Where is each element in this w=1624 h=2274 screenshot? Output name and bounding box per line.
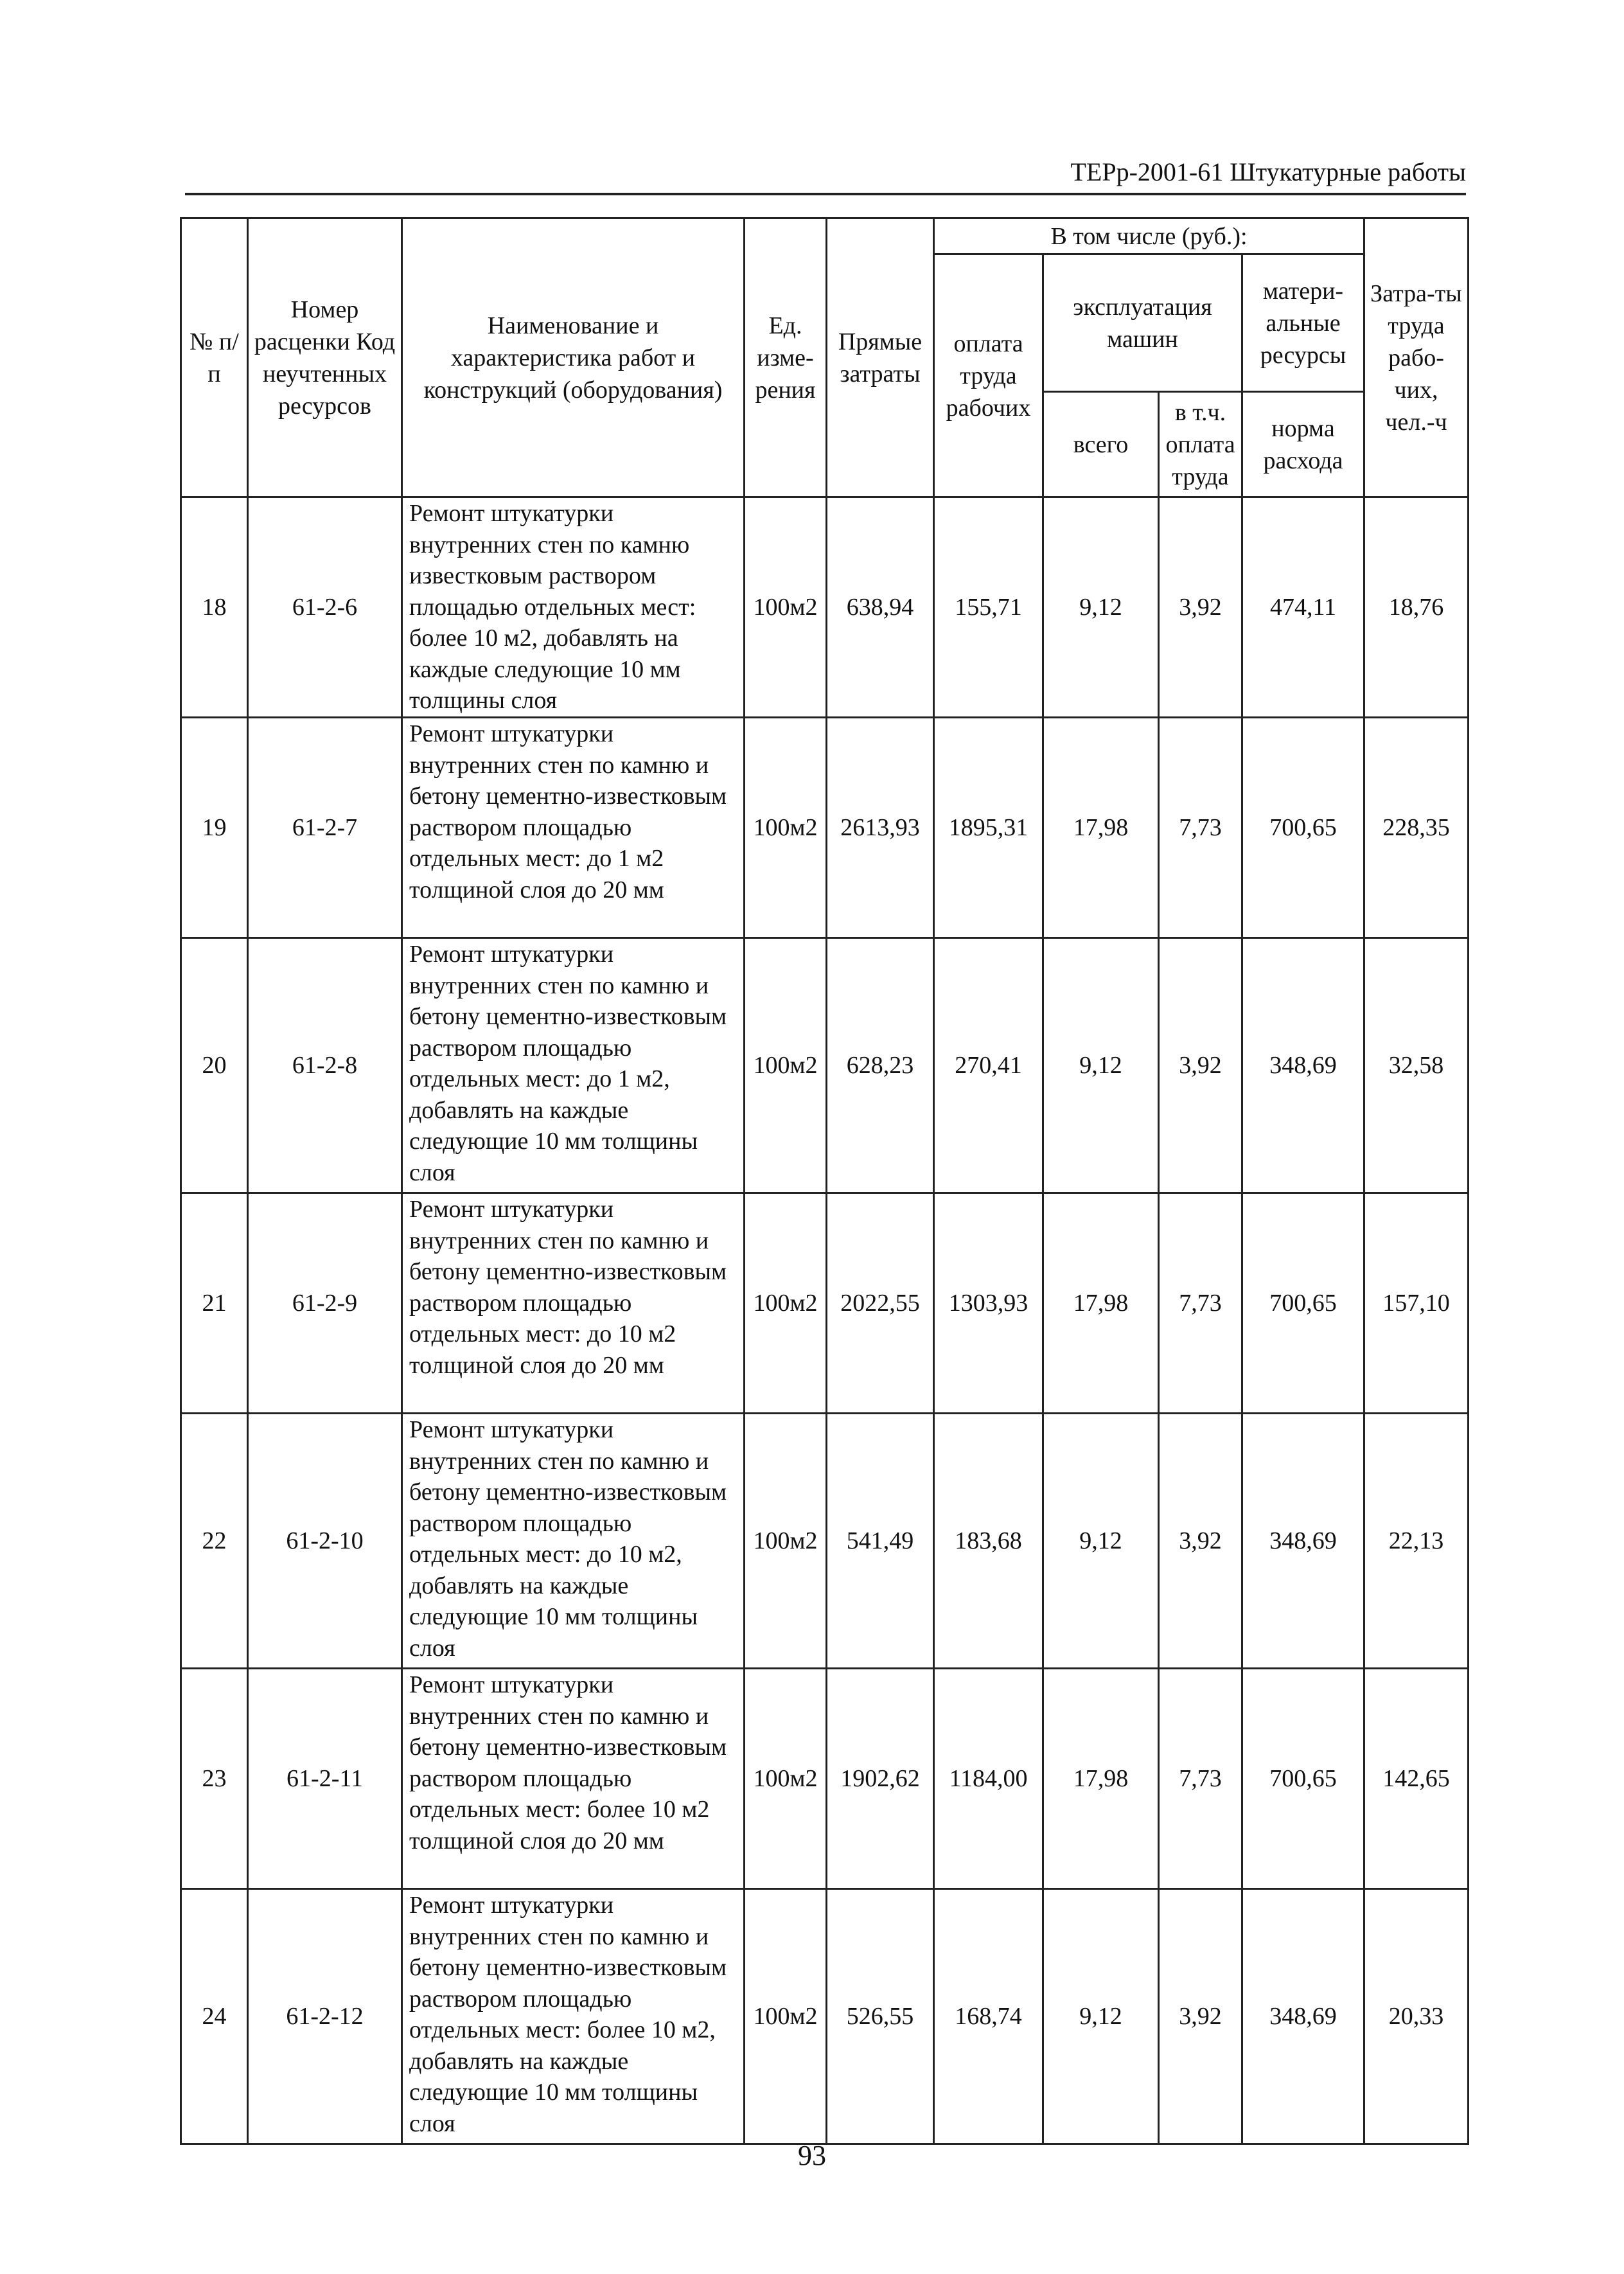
table-row bbox=[181, 1193, 1469, 1414]
cell-labor-cost: 32,58 bbox=[1364, 938, 1469, 1193]
cell-num: 18 bbox=[181, 497, 248, 718]
table-row bbox=[181, 1414, 1469, 1669]
cell-unit: 100м2 bbox=[745, 938, 827, 1193]
cell-machines-pay: 7,73 bbox=[1159, 718, 1242, 938]
table-row bbox=[181, 718, 1469, 938]
cell-code: 61-2-7 bbox=[248, 718, 402, 938]
header-norm: норма расхода bbox=[1242, 392, 1364, 497]
cell-direct: 541,49 bbox=[827, 1414, 934, 1669]
cell-num: 24 bbox=[181, 1889, 248, 2144]
cell-direct: 2022,55 bbox=[827, 1193, 934, 1414]
cell-machines-pay: 3,92 bbox=[1159, 497, 1242, 718]
cell-materials: 700,65 bbox=[1242, 718, 1364, 938]
cell-labor-cost: 142,65 bbox=[1364, 1669, 1469, 1889]
cell-name: Ремонт штукатурки внутренних стен по камню и бетону цементно-известковым раствором площадью отдельных мест: более 10 м2, добавлять на каждые следующие 10 мм толщины слоя bbox=[402, 1889, 745, 2144]
header-unit: Ед. изме-рения bbox=[745, 218, 827, 497]
cell-code: 61-2-8 bbox=[248, 938, 402, 1193]
page-header: ТЕРр-2001-61 Штукатурные работы bbox=[185, 158, 1466, 195]
rates-table bbox=[180, 217, 1469, 2145]
cell-machines-pay: 7,73 bbox=[1159, 1669, 1242, 1889]
cell-machines-total: 9,12 bbox=[1043, 938, 1159, 1193]
cell-direct: 628,23 bbox=[827, 938, 934, 1193]
header-num: № п/п bbox=[181, 218, 248, 497]
cell-labor-pay: 168,74 bbox=[934, 1889, 1043, 2144]
table-row bbox=[181, 497, 1469, 718]
cell-materials: 348,69 bbox=[1242, 938, 1364, 1193]
cell-machines-total: 17,98 bbox=[1043, 1193, 1159, 1414]
cell-name: Ремонт штукатурки внутренних стен по камню и бетону цементно-известковым раствором площадью отдельных мест: до 10 м2, добавлять на каждые следующие 10 мм толщины слоя bbox=[402, 1414, 745, 1669]
cell-labor-cost: 18,76 bbox=[1364, 497, 1469, 718]
header-machines-total: всего bbox=[1043, 392, 1159, 497]
cell-machines-pay: 3,92 bbox=[1159, 1414, 1242, 1669]
header-machines: эксплуатация машин bbox=[1043, 254, 1242, 392]
table-row bbox=[181, 1669, 1469, 1889]
header-code: Номер расценки Код неучтенных ресурсов bbox=[248, 218, 402, 497]
cell-code: 61-2-10 bbox=[248, 1414, 402, 1669]
cell-unit: 100м2 bbox=[745, 497, 827, 718]
cell-code: 61-2-9 bbox=[248, 1193, 402, 1414]
cell-labor-pay: 1184,00 bbox=[934, 1669, 1043, 1889]
cell-machines-total: 9,12 bbox=[1043, 1889, 1159, 2144]
cell-direct: 1902,62 bbox=[827, 1669, 934, 1889]
cell-direct: 526,55 bbox=[827, 1889, 934, 2144]
header-materials: матери-альные ресурсы bbox=[1242, 254, 1364, 392]
cell-machines-pay: 7,73 bbox=[1159, 1193, 1242, 1414]
cell-num: 22 bbox=[181, 1414, 248, 1669]
cell-unit: 100м2 bbox=[745, 718, 827, 938]
cell-code: 61-2-12 bbox=[248, 1889, 402, 2144]
cell-unit: 100м2 bbox=[745, 1669, 827, 1889]
header-labor-cost: Затра-ты труда рабо-чих, чел.-ч bbox=[1364, 218, 1469, 497]
cell-labor-pay: 183,68 bbox=[934, 1414, 1043, 1669]
cell-num: 20 bbox=[181, 938, 248, 1193]
table-row bbox=[181, 1889, 1469, 2144]
cell-num: 23 bbox=[181, 1669, 248, 1889]
cell-machines-total: 17,98 bbox=[1043, 1669, 1159, 1889]
cell-materials: 348,69 bbox=[1242, 1889, 1364, 2144]
header-machines-pay: в т.ч. оплата труда bbox=[1159, 392, 1242, 497]
cell-machines-pay: 3,92 bbox=[1159, 1889, 1242, 2144]
cell-name: Ремонт штукатурки внутренних стен по камню и бетону цементно-известковым раствором площадью отдельных мест: до 1 м2 толщиной слоя до 20 мм bbox=[402, 718, 745, 938]
cell-name: Ремонт штукатурки внутренних стен по камню и бетону цементно-известковым раствором площадью отдельных мест: более 10 м2 толщиной слоя до 20 мм bbox=[402, 1669, 745, 1889]
cell-materials: 474,11 bbox=[1242, 497, 1364, 718]
cell-direct: 2613,93 bbox=[827, 718, 934, 938]
cell-machines-pay: 3,92 bbox=[1159, 938, 1242, 1193]
cell-unit: 100м2 bbox=[745, 1414, 827, 1669]
cell-machines-total: 9,12 bbox=[1043, 1414, 1159, 1669]
header-name: Наименование и характеристика работ и конструкций (оборудования) bbox=[402, 218, 745, 497]
header-including: В том числе (руб.): bbox=[934, 218, 1364, 254]
cell-name: Ремонт штукатурки внутренних стен по камню и бетону цементно-известковым раствором площадью отдельных мест: до 1 м2, добавлять на каждые следующие 10 мм толщины слоя bbox=[402, 938, 745, 1193]
cell-materials: 348,69 bbox=[1242, 1414, 1364, 1669]
cell-num: 21 bbox=[181, 1193, 248, 1414]
cell-name: Ремонт штукатурки внутренних стен по камню и бетону цементно-известковым раствором площадью отдельных мест: до 10 м2 толщиной слоя до 20 мм bbox=[402, 1193, 745, 1414]
cell-name: Ремонт штукатурки внутренних стен по камню известковым раствором площадью отдельных мест: более 10 м2, добавлять на каждые следующие 10 мм толщины слоя bbox=[402, 497, 745, 718]
cell-labor-pay: 155,71 bbox=[934, 497, 1043, 718]
header-labor-pay: оплата труда рабочих bbox=[934, 254, 1043, 497]
cell-unit: 100м2 bbox=[745, 1889, 827, 2144]
cell-materials: 700,65 bbox=[1242, 1193, 1364, 1414]
page-number: 93 bbox=[798, 2140, 826, 2171]
cell-machines-total: 17,98 bbox=[1043, 718, 1159, 938]
header-direct-costs: Прямые затраты bbox=[827, 218, 934, 497]
cell-labor-cost: 22,13 bbox=[1364, 1414, 1469, 1669]
cell-materials: 700,65 bbox=[1242, 1669, 1364, 1889]
cell-labor-pay: 270,41 bbox=[934, 938, 1043, 1193]
cell-direct: 638,94 bbox=[827, 497, 934, 718]
cell-num: 19 bbox=[181, 718, 248, 938]
cell-labor-cost: 228,35 bbox=[1364, 718, 1469, 938]
cell-labor-cost: 157,10 bbox=[1364, 1193, 1469, 1414]
cell-code: 61-2-11 bbox=[248, 1669, 402, 1889]
cell-code: 61-2-6 bbox=[248, 497, 402, 718]
cell-labor-pay: 1895,31 bbox=[934, 718, 1043, 938]
cell-labor-pay: 1303,93 bbox=[934, 1193, 1043, 1414]
table-row bbox=[181, 938, 1469, 1193]
cell-labor-cost: 20,33 bbox=[1364, 1889, 1469, 2144]
cell-unit: 100м2 bbox=[745, 1193, 827, 1414]
cell-machines-total: 9,12 bbox=[1043, 497, 1159, 718]
